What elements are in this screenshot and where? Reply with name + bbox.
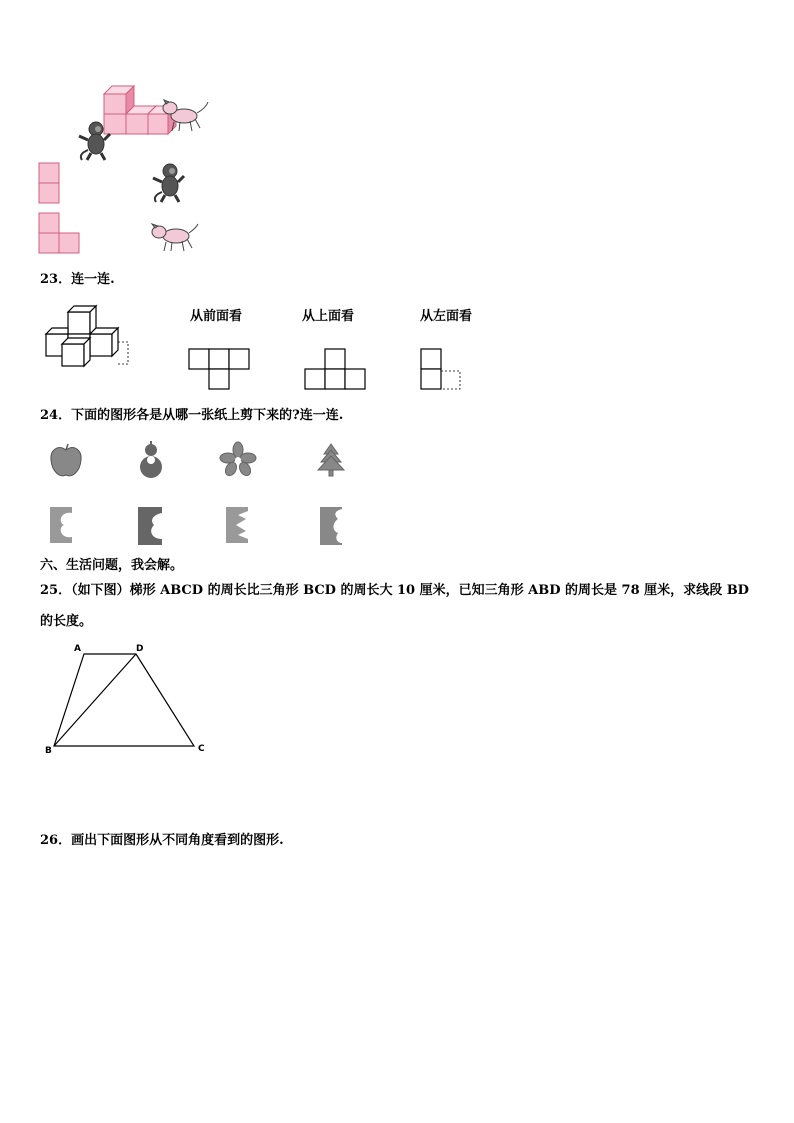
view-label-top: 从上面看 [302,309,355,324]
view-label-left: 从左面看 [420,309,473,324]
view-t-shape[interactable] [188,348,252,392]
point-b-label: B [45,746,52,756]
view-inverted-t-shape[interactable] [304,348,368,392]
gourd-icon[interactable] [136,440,166,480]
q26-text: 画出下面图形从不同角度看到的图形. [71,833,284,848]
dog-icon [150,218,200,254]
q26-heading [40,833,284,849]
flower-icon[interactable] [220,442,256,476]
trapezoid-abcd-figure [40,642,220,758]
view-option-l-shape [38,212,88,256]
q24-number: 24． [40,408,72,423]
point-c-label: C [198,744,205,754]
view-option-column [38,162,68,206]
q25-text-line1: （如下图）梯形 ABCD 的周长比三角形 BCD 的周长大 10 厘米，已知三角形 ABD 的周长是 78 厘米，求线段 BD [71,583,749,598]
view-column-dashed[interactable] [420,348,466,392]
q22-figure [30,80,230,260]
q23-number: 23． [40,272,72,287]
q25-line1 [40,583,749,599]
point-a-label: A [74,644,81,654]
paper-cutout-icon[interactable] [48,505,78,545]
point-d-label: D [136,644,144,654]
q23-heading [40,272,115,288]
tree-icon[interactable] [316,442,346,478]
q24-heading [40,408,343,424]
paper-cutout-icon[interactable] [136,505,166,547]
monkey-icon [150,162,188,204]
view-label-front: 从前面看 [190,309,243,324]
q26-number: 26． [40,833,72,848]
q25-line2: 的长度。 [40,614,93,629]
q23-text: 连一连. [71,272,115,287]
q25-number: 25． [40,583,72,598]
paper-cutout-icon[interactable] [318,505,348,547]
q24-text: 下面的图形各是从哪一张纸上剪下来的?连一连. [71,408,344,423]
monkey-icon [76,120,114,162]
dog-icon [162,98,212,134]
apple-icon[interactable] [48,442,84,480]
paper-cutout-icon[interactable] [224,505,254,545]
section6-title: 六、生活问题，我会解。 [40,558,184,573]
q23-solid-figure [42,302,142,374]
